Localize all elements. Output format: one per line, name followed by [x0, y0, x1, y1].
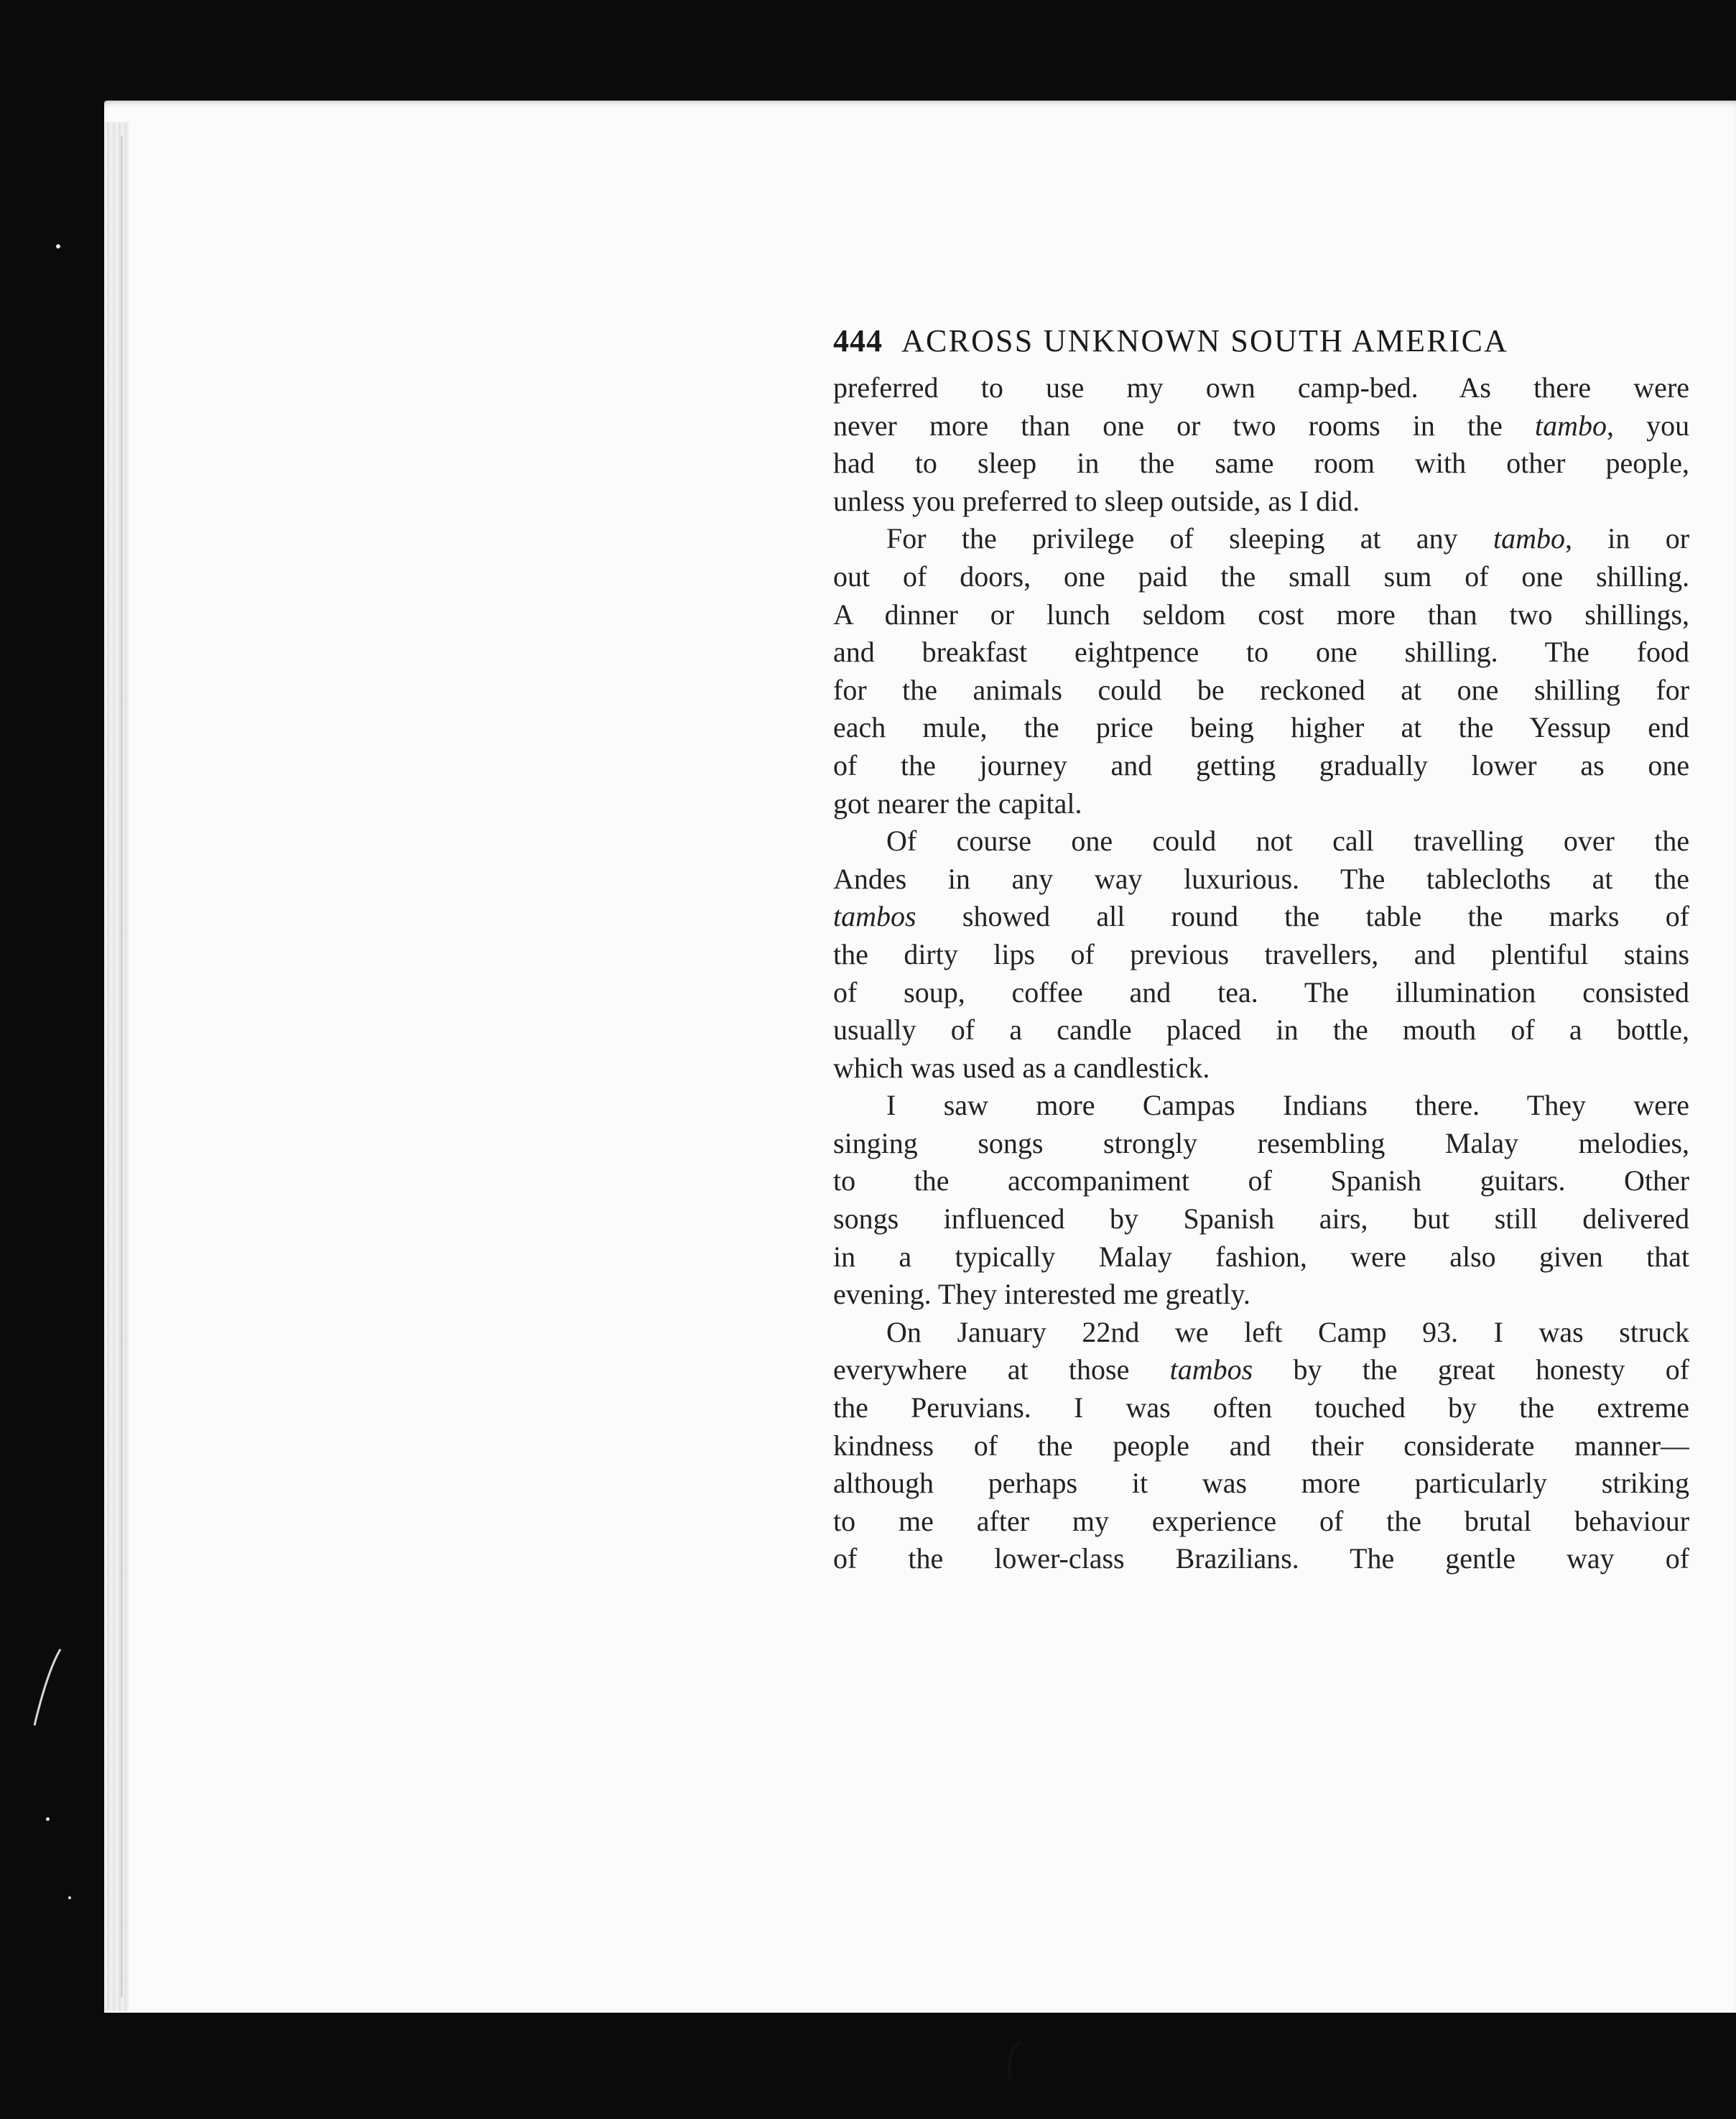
scan-scratch-mark	[29, 1645, 65, 1731]
running-head	[833, 316, 1689, 366]
dust-speck	[56, 244, 60, 249]
text-line: to the accompaniment of Spanish guitars. Other	[833, 1164, 1689, 1197]
text-line: of the journey and getting gradually lower as one	[833, 748, 1689, 782]
text-line: had to sleep in the same room with other people,	[833, 447, 1689, 480]
text-line: I saw more Campas Indians there. They were	[886, 1089, 1689, 1122]
text-line: to me after my experience of the brutal behaviour	[833, 1504, 1689, 1537]
text-line: unless you preferred to sleep outside, as I did.	[833, 484, 1360, 517]
text-line: and breakfast eightpence to one shilling. The food	[833, 636, 1689, 669]
text-line: Of course one could not call travelling over the	[886, 825, 1689, 858]
page-number: 444	[833, 323, 883, 358]
text-line: A dinner or lunch seldom cost more than two shillings,	[833, 598, 1689, 631]
text-line: the dirty lips of previous travellers, and plentiful stains	[833, 937, 1689, 970]
text-line: although perhaps it was more particularly striking	[833, 1467, 1689, 1500]
text-line: of soup, coffee and tea. The illumination consisted	[833, 975, 1689, 1009]
text-line: preferred to use my own camp-bed. As there were	[833, 371, 1689, 404]
text-line: everywhere at those tambos by the great honesty of	[833, 1353, 1689, 1386]
paragraph	[833, 1087, 1689, 1314]
text-line: For the privilege of sleeping at any tambo, in or	[886, 522, 1689, 555]
text-column	[833, 316, 1689, 1578]
ink-flourish-mark	[1004, 2040, 1024, 2083]
body-text	[833, 369, 1689, 1578]
text-line: of the lower-class Brazilians. The gentle way of	[833, 1542, 1689, 1575]
text-line: Andes in any way luxurious. The tablecloths at the	[833, 862, 1689, 895]
text-line: kindness of the people and their considerate manner—	[833, 1429, 1689, 1462]
text-line: evening. They interested me greatly.	[833, 1278, 1250, 1311]
dust-speck	[68, 1896, 71, 1899]
text-line: in a typically Malay fashion, were also given that	[833, 1240, 1689, 1273]
paragraph	[833, 369, 1689, 520]
paragraph	[833, 520, 1689, 822]
page-binding-line	[121, 136, 123, 1997]
text-line: got nearer the capital.	[833, 787, 1082, 820]
text-line: tambos showed all round the table the marks of	[833, 900, 1689, 933]
text-line: the Peruvians. I was often touched by the extreme	[833, 1391, 1689, 1424]
text-line: for the animals could be reckoned at one shilling for	[833, 673, 1689, 706]
text-line: usually of a candle placed in the mouth of a bottle,	[833, 1014, 1689, 1047]
text-line: which was used as a candlestick.	[833, 1051, 1210, 1084]
page-edge-stack	[104, 122, 129, 2011]
dust-speck	[46, 1817, 50, 1821]
text-line: songs influenced by Spanish airs, but still delivered	[833, 1202, 1689, 1235]
running-title: ACROSS UNKNOWN SOUTH AMERICA	[901, 323, 1509, 358]
text-line: On January 22nd we left Camp 93. I was struck	[886, 1315, 1689, 1348]
text-line: singing songs strongly resembling Malay melodies,	[833, 1126, 1689, 1159]
text-line: never more than one or two rooms in the tambo, you	[833, 409, 1689, 442]
paragraph	[833, 822, 1689, 1087]
paragraph	[833, 1314, 1689, 1578]
text-line: each mule, the price being higher at the Yessup end	[833, 711, 1689, 744]
text-line: out of doors, one paid the small sum of one shilling.	[833, 560, 1689, 593]
